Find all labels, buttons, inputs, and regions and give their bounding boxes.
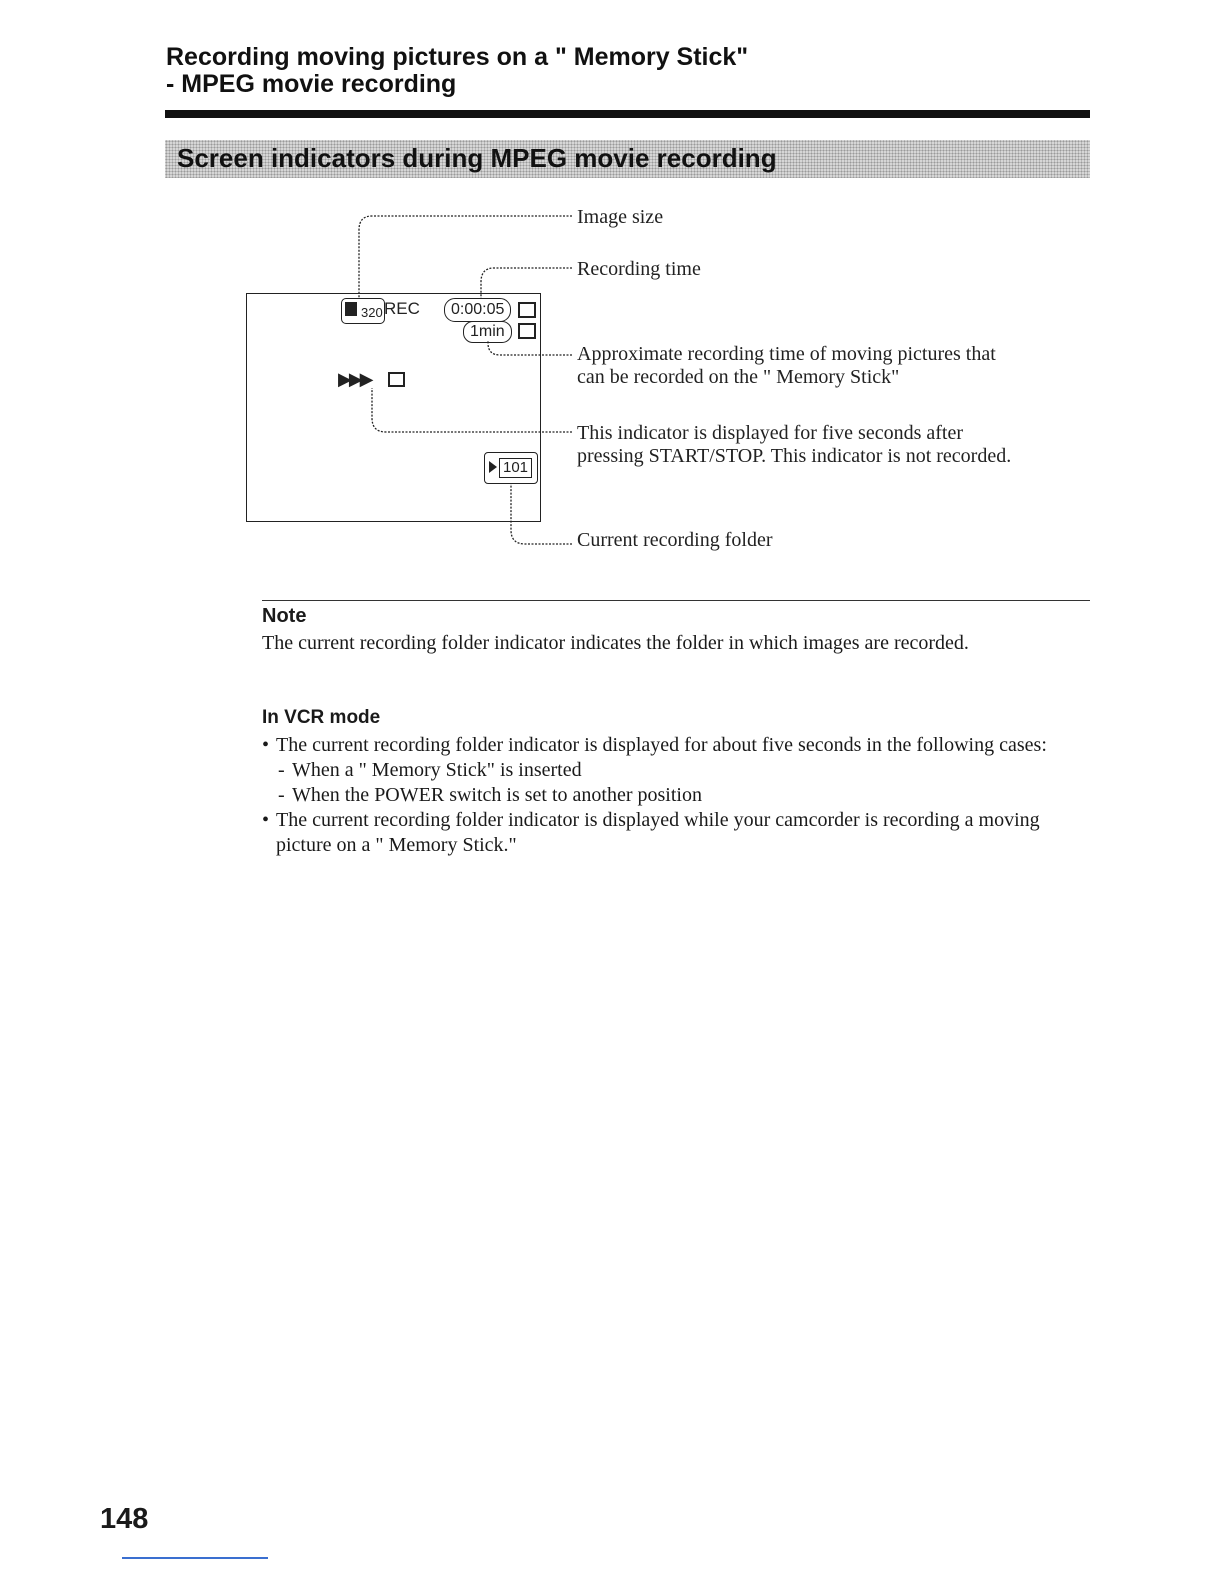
remaining-time-display: 1min: [463, 321, 512, 343]
callout-current-folder: Current recording folder: [577, 529, 773, 551]
folder-indicator: [484, 452, 538, 484]
callout-approx-line1: Approximate recording time of moving pictures that: [577, 343, 996, 365]
note-body: The current recording folder indicator indicates the folder in which images are recorded.: [262, 632, 969, 654]
callout-image-size: Image size: [577, 206, 664, 228]
image-size-icon: [341, 298, 385, 324]
list-item: • The current recording folder indicator is displayed for about five seconds in the following cases:: [262, 733, 1092, 758]
image-size-value: 320: [361, 305, 383, 320]
folder-number: 101: [499, 458, 532, 478]
callout-indicator-line1: This indicator is displayed for five seconds after: [577, 422, 963, 444]
section-title: Screen indicators during MPEG movie recording: [177, 143, 777, 173]
sub-list-item: - When a " Memory Stick" is inserted: [262, 758, 1092, 783]
header-title-line2: - MPEG movie recording: [166, 70, 457, 98]
callout-indicator-line2: pressing START/STOP. This indicator is not recorded.: [577, 445, 1012, 467]
callout-recording-time: Recording time: [577, 258, 701, 280]
recording-time-display: 0:00:05: [444, 298, 511, 322]
section-banner: [165, 140, 1090, 178]
play-arrows-icon: ▶▶▶: [338, 369, 371, 389]
memory-stick-icon-2: [518, 323, 536, 339]
memory-stick-icon: [518, 302, 536, 318]
sub-list-item: - When the POWER switch is set to another position: [262, 783, 1092, 808]
header-rule: [165, 110, 1090, 118]
page-header: [166, 44, 748, 98]
note-heading: Note: [262, 605, 307, 627]
memory-stick-icon-3: [388, 372, 405, 387]
note-divider: [262, 600, 1090, 601]
callout-indicator: [577, 422, 1011, 468]
header-title-line1: Recording moving pictures on a " Memory Stick": [166, 43, 749, 71]
list-item: • The current recording folder indicator is displayed while your camcorder is recording a moving picture on a " Memory Stick.": [262, 808, 1092, 858]
rec-indicator: REC: [384, 299, 420, 318]
callout-approx-time: [577, 343, 996, 389]
page-number: 148: [100, 1503, 149, 1535]
play-icon: [489, 461, 497, 473]
vcr-mode-heading: In VCR mode: [262, 707, 381, 728]
footer-line: [122, 1557, 268, 1559]
vcr-mode-list: [262, 733, 1092, 858]
callout-approx-line2: can be recorded on the " Memory Stick": [577, 366, 900, 388]
